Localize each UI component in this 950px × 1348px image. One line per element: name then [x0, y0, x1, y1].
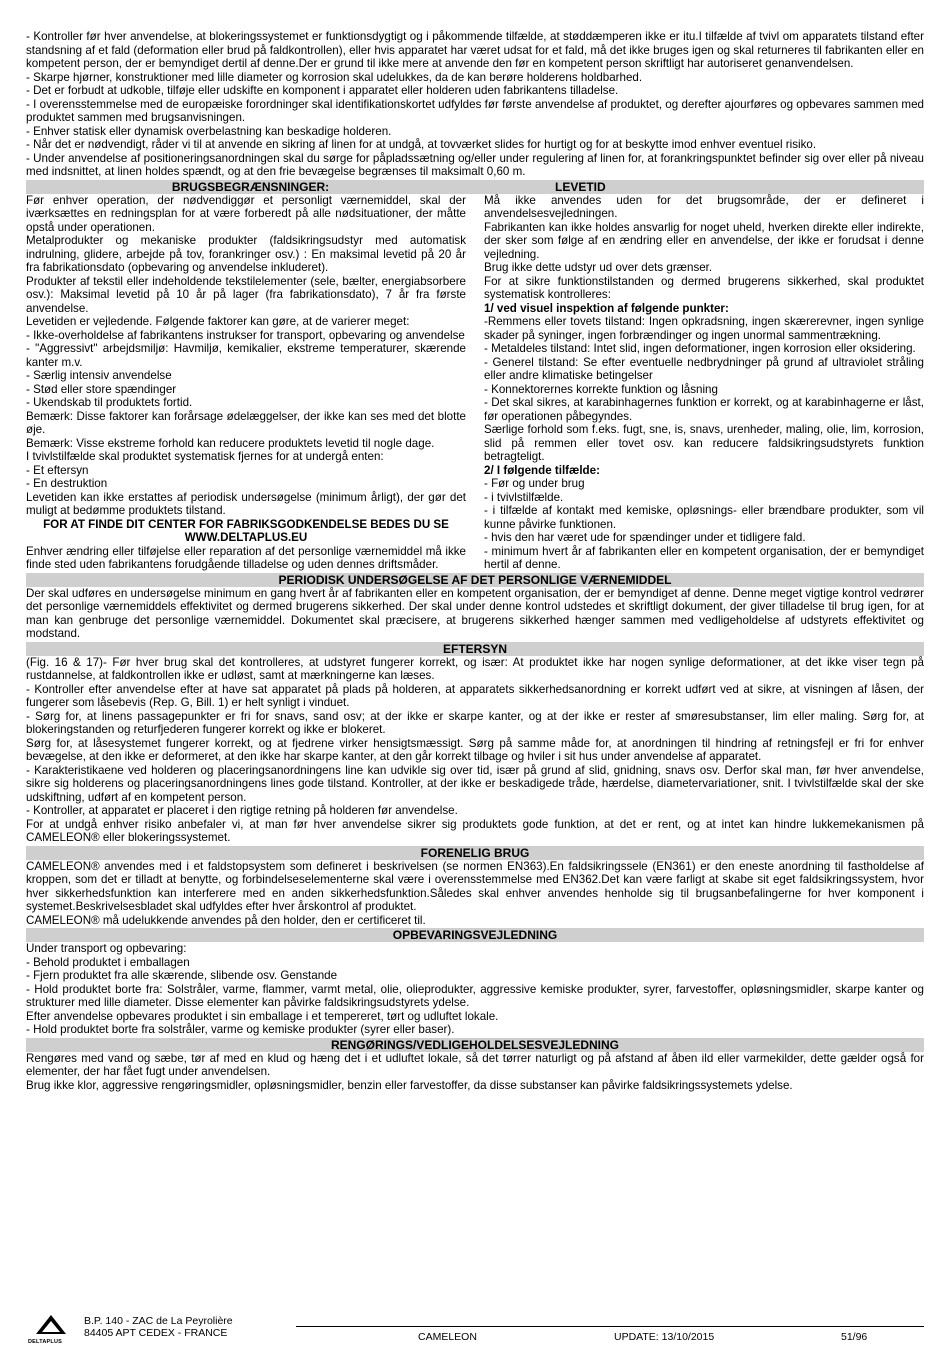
compatible-paragraph: CAMELEON® anvendes med i et faldstopsystem som defineret i beskrivelsen (se normen EN363).En faldsikringssele (EN361) er den eneste anordning til fastholdelse af kroppen, som det er tilladt at benytte, og forbindelseselementerne skal være i overensstemmelse med EN362.Det kan være farligt at skabe sit eget faldsikringssystem, hvor hver sikkerhedsfunktion kan interferere med en anden sikkerhedsfunktion.Således skal enhver anvendes henholde sig til brugsanbefalingerne for hver komponent i systemet.Beskrivelsesbladet skal udfyldes efter hver årskontrol af produktet. [26, 859, 924, 913]
footer-rule [296, 1326, 924, 1327]
cleaning-paragraph: Rengøres med vand og sæbe, tør af med en klud og hæng det i et udluftet lokale, så det tørrer naturligt og på afstand af åben ild eller varmekilder, dette gælder også for elementer, der har fået fugt under anvendelsen. [26, 1051, 924, 1078]
storage-paragraph: - Hold produktet borte fra: Solstråler, varme, flammer, varmt metal, olie, olieprodukter, aggressive kemiske produkter, syrer, farvestoffer, opløsningsmidler, skarpe kanter og strukturer med lille diameter. Disse elementer kan påvirke faldsikringsudstyrets ydelse. [26, 982, 924, 1009]
check-heading: EFTERSYN [26, 642, 924, 656]
left-paragraph: Bemærk: Visse ekstreme forhold kan reducere produktets levetid til nogle dage. [26, 436, 435, 450]
intro-paragraph: - Skarpe hjørner, konstruktioner med lille diameter og korrosion skal udelukkes, da de kan berøre holderens holdbarhed. [26, 70, 643, 84]
storage-paragraph: Under transport og opbevaring: [26, 942, 187, 955]
check-paragraph: - Karakteristikaene ved holderen og placeringsanordningens line kan udvikle sig over tid, især på grund af slid, gnidning, snavs osv. Derfor skal man, før hver anvendelse, sikre sig holderens og placeringsanordningens lines gode tilstand. Kontroller, at der ikke er beskadigede tråde, hærdelse, diametervariationer, snit. I tvivlstilfælde skal der ske udskiftning, udført af en kompetent person. [26, 763, 924, 804]
right-paragraph: - i tilfælde af kontakt med kemiske, opløsnings- eller brændbare produkter, som vil kunne påvirke funktionen. [484, 504, 924, 531]
delta-triangle-icon [26, 1314, 76, 1336]
intro-paragraph: - Kontroller før hver anvendelse, at blokeringssystemet er funktionsdygtigt og i påkommende tilfælde, at støddæmperen ikke er itu.I tilfælde af tvivl om apparatets tilstand efter standsning af et fald (deformation eller brud på faldkontrollen), eller hvis apparatet har været udsat for et fald, må det ikke bruges igen og skal returneres til fabrikanten eller en kompetent person, der er bemyndiget dertil af denne.Der er grund til ikke mere at anvende den før en kompetent person skriftligt har autoriseret genanvendelsen. [26, 30, 924, 70]
right-paragraph: Særlige forhold som f.eks. fugt, sne, is, snavs, urenheder, maling, olie, lim, korrosion, slid på remmen eller tovet osv. kan reducere faldsikringsudstyrets funktion betragteligt. [484, 423, 924, 463]
left-paragraph: - Ikke-overholdelse af fabrikantens instrukser for transport, opbevaring og anvendelse [26, 328, 465, 342]
check-paragraph: - Kontroller, at apparatet er placeret i den rigtige retning på holderen før anvendelse. [26, 804, 458, 817]
left-paragraph: Enhver ændring eller tilføjelse eller reparation af det personlige værnemiddel må ikke finde sted uden fabrikantens forudgående tilladelse og uden dennes driftsmåder. [26, 544, 466, 571]
center-link-notice: FOR AT FINDE DIT CENTER FOR FABRIKSGODKENDELSE BEDES DU SE WWW.DELTAPLUS.EU [43, 517, 449, 544]
page-number: 51/96 [841, 1331, 868, 1343]
left-paragraph: Metalprodukter og mekaniske produkter (faldsikringsudstyr med automatisk indrulning, glidere, arbejde på tov, forankringer osv.) : En maksimal levetid på 20 år fra fabrikationsdato (opbevaring og anvendelse inkluderet). [26, 234, 466, 274]
periodic-paragraph: Der skal udføres en undersøgelse minimum en gang hvert år af fabrikanten eller en kompetent organisation, der er bemyndiget af denne. Denne meget vigtige kontrol vedrører det personlige værnemiddels effektivitet og dermed brugerens sikkerhed. Der skal under denne kontrol udstedes et skriftligt dokument, der giver tilladelse til brug igen, for at man kan genbruge det personlige værnemiddel. Dokumentet skal præcisere, at brugerens sikkerhed hænger sammen med vedligeholdelse af udstyrets effektivitet og modstand. [26, 586, 924, 640]
two-column-section [26, 194, 924, 572]
intro-section [26, 30, 924, 179]
right-paragraph: -Remmens eller tovets tilstand: Ingen opkradsning, ingen skærerevner, ingen synlige skader på syninger, ingen forbrændinger og ingen unormal sammentrækning. [484, 315, 924, 342]
right-paragraph: For at sikre funktionstilstanden og dermed brugerens sikkerhed, skal produktet systematisk kontrolleres: [484, 274, 924, 301]
left-paragraph: - Stød eller store spændinger [26, 382, 177, 396]
left-paragraph: Før enhver operation, der nødvendiggør et personligt værnemiddel, skal der iværksættes en redningsplan for at være forberedt på alle nødsituationer, der måtte opstå under operationen. [26, 193, 466, 234]
intro-paragraph: - Under anvendelse af positioneringsanordningen skal du sørge for påpladssætning og/eller under regulering af linen for, at forankringspunktet befinder sig over eller på niveau med indsnittet, at linen holdes spændt, og at den frie bevægelse begrænses til maksimalt 0,60 m. [26, 151, 924, 178]
intro-paragraph: - Det er forbudt at udkoble, tilføje eller udskifte en komponent i apparatet eller holderen uden fabrikantens tilladelse. [26, 84, 619, 97]
left-paragraph: - Særlig intensiv anvendelse [26, 369, 172, 382]
limits-heading: BRUGSBEGRÆNSNINGER: [171, 179, 330, 194]
compatible-heading: FORENELIG BRUG [26, 846, 924, 860]
storage-paragraph: Efter anvendelse opbevares produktet i sin emballage i et tempereret, tørt og udluftet lokale. [26, 1009, 499, 1023]
lifetime-heading: LEVETID [555, 179, 606, 194]
right-column [484, 194, 924, 572]
periodic-heading: PERIODISK UNDERSØGELSE AF DET PERSONLIGE VÆRNEMIDDEL [26, 573, 924, 587]
limits-lifetime-header [26, 180, 924, 194]
check-paragraph: - Kontroller efter anvendelse efter at have sat apparatet på plads på holderen, at apparatets sikkerhedsanordning er korrekt udført ved at sikre, at visningen af låsen, der fungerer som låsebevis (Rep. G, Bill. 1) er helt synligt i vinduet. [26, 682, 924, 709]
cleaning-heading: RENGØRINGS/VEDLIGEHOLDELSESVEJLEDNING [26, 1038, 924, 1052]
left-column [26, 194, 466, 572]
storage-paragraph: - Fjern produktet fra alle skærende, slibende osv. Genstande [26, 969, 338, 982]
left-paragraph: Levetiden er vejledende. Følgende faktorer kan gøre, at de varierer meget: [26, 315, 410, 328]
check-paragraph: Sørg for, at låsesystemet fungerer korrekt, og at fjedrene virker hensigtsmæssigt. Sørg på samme måde for, at anordningen til hindring af retningsfejl er fri for enhver bevægelse, at den ikke er deformeret, at den ikke har skarpe kanter, at den går korrekt tilbage og hviler i sit hus under anvendelse af apparatet. [26, 736, 924, 763]
deltaplus-logo [26, 1314, 76, 1344]
left-paragraph: I tvivlstilfælde skal produktet systematisk fjernes for at undergå enten: [26, 450, 384, 463]
left-paragraph: Produkter af tekstil eller indeholdende tekstilelementer (sele, bælter, energiabsorbere osv.): Maksimal levetid på 10 år på lager (fra fabrikationsdato), 7 år fra første anvendelse. [26, 274, 466, 315]
address-line: 84405 APT CEDEX - FRANCE [84, 1327, 228, 1339]
company-address [84, 1315, 233, 1339]
storage-paragraph: - Hold produktet borte fra solstråler, varme og kemiske produkter (syrer eller baser). [26, 1023, 455, 1036]
right-paragraph: - Metaldeles tilstand: Intet slid, ingen deformationer, ingen korrosion eller oksidering. [484, 342, 916, 355]
compatible-paragraph: CAMELEON® må udelukkende anvendes på den holder, den er certificeret til. [26, 913, 426, 927]
right-paragraph: - hvis den har været ude for spændinger under et tidligere fald. [484, 531, 806, 544]
right-paragraph: Brug ikke dette udstyr ud over dets grænser. [484, 261, 713, 274]
logo-wordmark: DELTAPLUS [28, 1339, 62, 1345]
left-paragraph: - Et eftersyn [26, 463, 89, 477]
left-paragraph: - "Aggressivt" arbejdsmiljø: Havmiljø, kemikalier, ekstreme temperaturer, skærende kanter m.v. [26, 342, 466, 369]
check-paragraph: - Sørg for, at linens passagepunkter er fri for snavs, sand osv; at der ikke er skarpe kanter, og at der ikke er rester af smøresubstanser, lim eller maling. Sørg for, at blokeringstanden og returfjederen fungerer korrekt og ikke er blokeret. [26, 709, 924, 736]
intro-paragraph: - Enhver statisk eller dynamisk overbelastning kan beskadige holderen. [26, 124, 392, 138]
right-paragraph: - Konnektorernes korrekte funktion og låsning [484, 382, 718, 396]
left-paragraph: Levetiden kan ikke erstattes af periodisk undersøgelse (minimum årligt), der gør det muligt at bedømme produktets tilstand. [26, 490, 466, 517]
intro-paragraph: - I overensstemmelse med de europæiske forordninger skal identifikationskortet udfyldes før første anvendelse af produktet, og derefter ajourføres og opbevares sammen med produktet sammen med brugsanvisningen. [26, 97, 924, 124]
right-paragraph: - Før og under brug [484, 477, 585, 490]
product-name: CAMELEON [418, 1331, 477, 1343]
cleaning-paragraph: Brug ikke klor, aggressive rengøringsmidler, opløsningsmidler, benzin eller farvestoffer, da disse substanser kan påvirke faldsikringssystemets ydelse. [26, 1078, 793, 1092]
address-line: B.P. 140 - ZAC de La Peyrolière [84, 1315, 233, 1327]
check-paragraph: (Fig. 16 & 17)- Før hver brug skal det kontrolleres, at udstyret fungerer korrekt, og især: At produktet ikke har nogen synlige deformationer, at det ikke viser tegn på rustdannelse, at faldkontrollen ikke er udløst, samt at mærkningerne kan læses. [26, 655, 924, 682]
right-paragraph: - minimum hvert år af fabrikanten eller en kompetent organisation, der er bemyndiget hertil af denne. [484, 544, 924, 571]
right-paragraph: - Det skal sikres, at karabinhagernes funktion er korrekt, og at karabinhagerne er låst, før operationen påbegyndes. [484, 396, 924, 423]
right-subheading: 1/ ved visuel inspektion af følgende punkter: [484, 301, 729, 315]
right-paragraph: Må ikke anvendes uden for det brugsområde, der er defineret i anvendelsesvejledningen. [484, 193, 924, 220]
update-date: UPDATE: 13/10/2015 [614, 1331, 715, 1343]
right-subheading: 2/ I følgende tilfælde: [484, 463, 600, 477]
right-paragraph: - i tvivlstilfælde. [484, 490, 564, 504]
storage-heading: OPBEVARINGSVEJLEDNING [26, 928, 924, 942]
document-page [26, 30, 924, 1092]
left-paragraph: Bemærk: Disse faktorer kan forårsage ødelæggelser, der ikke kan ses med det blotte øje. [26, 409, 466, 436]
left-paragraph: - En destruktion [26, 477, 108, 490]
left-paragraph: - Ukendskab til produktets fortid. [26, 396, 193, 409]
storage-paragraph: - Behold produktet i emballagen [26, 955, 190, 969]
intro-paragraph: - Når det er nødvendigt, råder vi til at anvende en sikring af linen for at undgå, at tovværket slides for hurtigt og for at beskytte imod enhver eventuel risiko. [26, 138, 817, 151]
page-footer [26, 1311, 924, 1347]
check-paragraph: For at undgå enhver risiko anbefaler vi, at man før hver anvendelse sikrer sig produktets gode funktion, at det er rent, og at intet kan hindre lukkemekanismen på CAMELEON® eller blokeringssystemet. [26, 817, 924, 844]
right-paragraph: Fabrikanten kan ikke holdes ansvarlig for noget uheld, hverken direkte eller indirekte, der sker som følge af en ændring eller en anvendelse, der ikke er forudsat i denne vejledning. [484, 220, 924, 261]
right-paragraph: - Generel tilstand: Se efter eventuelle nedbrydninger på grund af ultraviolet stråling eller andre klimatiske betingelser [484, 355, 924, 382]
